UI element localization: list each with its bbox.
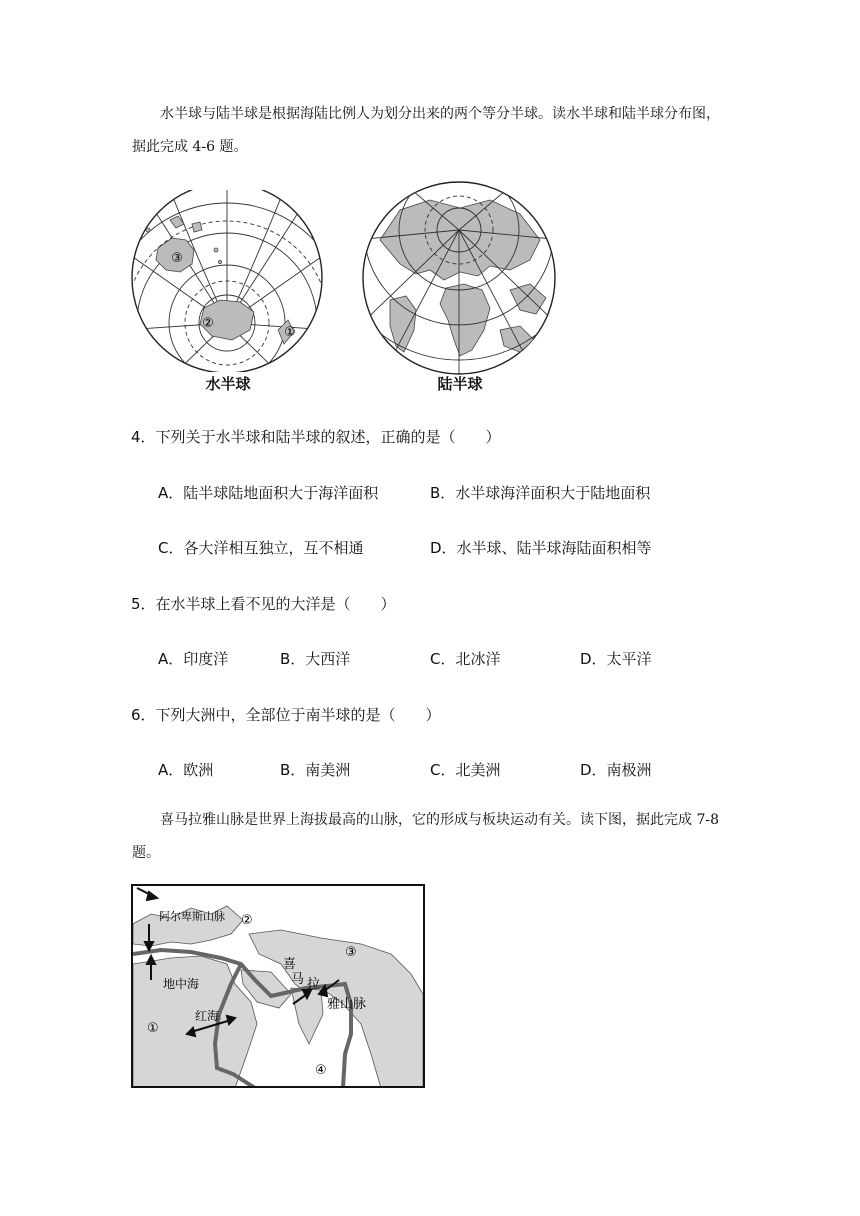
intro-paragraph-globes: 水半球与陆半球是根据海陆比例人为划分出来的两个等分半球。读水半球和陆半球分布图，据此完成 4-6 题。 — [132, 106, 720, 155]
question-6-option-b[interactable]: B．南美洲 — [280, 761, 351, 779]
water-hemisphere-globe — [128, 190, 326, 372]
map-plate-mark-3: ③ — [345, 945, 357, 960]
question-6-option-d[interactable]: D．南极洲 — [580, 761, 652, 779]
question-5-option-a[interactable]: A．印度洋 — [158, 650, 229, 668]
map-label-mediterranean: 地中海 — [163, 977, 200, 991]
plate-boundary-map — [131, 884, 425, 1088]
map-plate-mark-2: ② — [241, 913, 253, 928]
intro-paragraph-himalaya: 喜马拉雅山脉是世界上海拔最高的山脉，它的形成与板块运动有关。读下图，据此完成 7-8 题。 — [132, 812, 719, 861]
land-hemisphere-caption: 陆半球 — [437, 375, 483, 393]
question-5-option-b[interactable]: B．大西洋 — [280, 650, 351, 668]
map-plate-mark-4: ④ — [315, 1063, 327, 1078]
land-hemisphere-globe — [360, 180, 558, 376]
question-5-stem: 5．在水半球上看不见的大洋是（ ） — [131, 595, 396, 613]
question-4-option-c[interactable]: C．各大洋相互独立，互不相通 — [158, 539, 364, 557]
map-label-red-sea: 红海 — [195, 1009, 220, 1023]
map-label-himalaya-2: 马 — [291, 972, 305, 987]
question-4-option-b[interactable]: B．水半球海洋面积大于陆地面积 — [430, 484, 651, 502]
water-hemisphere-caption: 水半球 — [205, 375, 251, 393]
question-4-option-d[interactable]: D．水半球、陆半球海陆面积相等 — [430, 539, 652, 557]
globe-mark-2: ② — [202, 316, 214, 331]
question-4-stem: 4．下列关于水半球和陆半球的叙述，正确的是（ ） — [131, 428, 501, 446]
map-label-himalaya-4: 雅山脉 — [327, 997, 367, 1012]
map-label-himalaya-1: 喜 — [283, 957, 297, 972]
globe-mark-3: ③ — [171, 251, 183, 266]
question-6-stem: 6．下列大洲中，全部位于南半球的是（ ） — [131, 706, 441, 724]
map-label-alps: 阿尔卑斯山脉 — [159, 910, 225, 923]
question-5-option-d[interactable]: D．太平洋 — [580, 650, 652, 668]
globe-mark-1: ① — [284, 325, 296, 340]
question-5-option-c[interactable]: C．北冰洋 — [430, 650, 501, 668]
question-6-option-c[interactable]: C．北美洲 — [430, 761, 501, 779]
question-4-option-a[interactable]: A．陆半球陆地面积大于海洋面积 — [158, 484, 379, 502]
map-plate-mark-1: ① — [147, 1021, 159, 1036]
map-label-himalaya-3: 拉 — [307, 977, 321, 992]
question-6-option-a[interactable]: A．欧洲 — [158, 761, 214, 779]
